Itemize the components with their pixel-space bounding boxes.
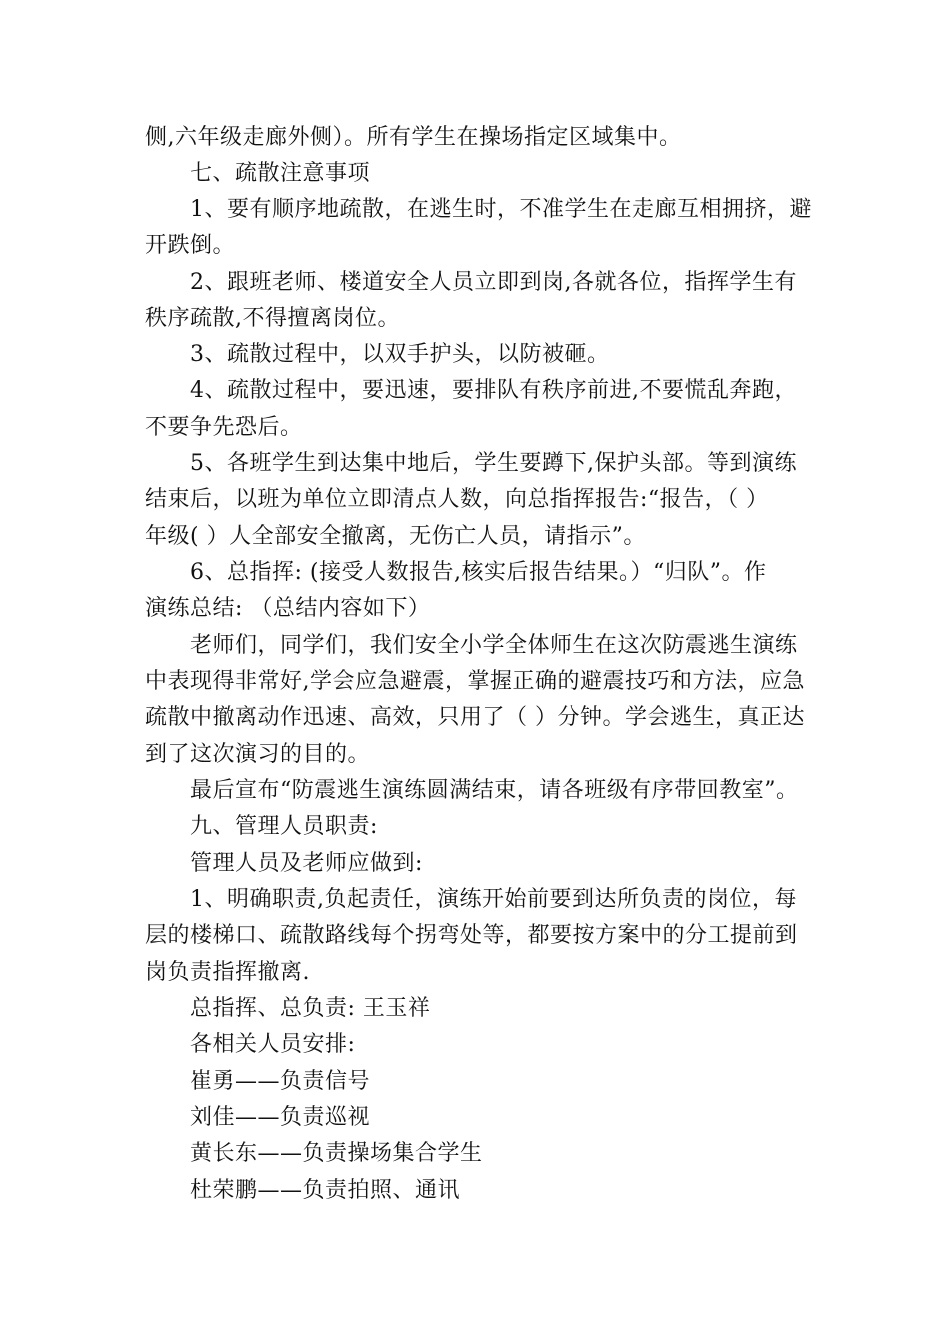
text-line: 总指挥、总负责: 王玉祥	[190, 996, 431, 1021]
text-line: 开跌倒。	[145, 233, 236, 258]
text-line: 疏散中撤离动作迅速、高效，只用了（ ）分钟。学会逃生，真正达	[145, 705, 805, 730]
text-line: 年级( ）人全部安全撤离，无伤亡人员，请指示”。	[145, 524, 646, 549]
text-line: 老师们，同学们，我们安全小学全体师生在这次防震逃生演练	[190, 633, 798, 658]
text-line: 杜荣鹏——负责拍照、通讯	[190, 1178, 461, 1203]
text-line: 秩序疏散,不得擅离岗位。	[145, 306, 400, 331]
text-line: 演练总结: （总结内容如下）	[145, 596, 431, 621]
text-line: 侧,六年级走廊外侧）。所有学生在操场指定区域集中。	[145, 125, 682, 150]
text-line: 3、疏散过程中，以双手护头，以防被砸。	[190, 342, 610, 367]
text-line: 结束后，以班为单位立即清点人数，向总指挥报告:“报告，（ ）	[145, 487, 769, 512]
text-line: 岗负责指挥撤离.	[145, 960, 310, 985]
text-line: 4、疏散过程中，要迅速，要排队有秩序前进,不要慌乱奔跑，	[190, 378, 797, 403]
text-line: 中表现得非常好,学会应急避震，掌握正确的避震技巧和方法，应急	[145, 669, 805, 694]
text-line: 2、跟班老师、楼道安全人员立即到岗,各就各位，指挥学生有	[190, 270, 797, 295]
text-line: 1、明确职责,负起责任，演练开始前要到达所负责的岗位，每	[190, 887, 797, 912]
text-line: 黄长东——负责操场集合学生	[190, 1141, 483, 1166]
text-line: 崔勇——负责信号	[190, 1069, 371, 1094]
text-line: 管理人员及老师应做到:	[190, 851, 423, 876]
text-line: 最后宣布“防震逃生演练圆满结束，请各班级有序带回教室”。	[190, 778, 799, 803]
text-line: 层的楼梯口、疏散路线每个拐弯处等，都要按方案中的分工提前到	[145, 923, 798, 948]
text-line: 到了这次演习的目的。	[145, 742, 371, 767]
text-line: 1、要有顺序地疏散，在逃生时，不准学生在走廊互相拥挤，避	[190, 197, 812, 222]
text-line: 5、各班学生到达集中地后，学生要蹲下,保护头部。等到演练	[190, 451, 797, 476]
text-line: 刘佳——负责巡视	[190, 1105, 371, 1130]
text-line: 各相关人员安排:	[190, 1032, 356, 1057]
text-line: 不要争先恐后。	[145, 415, 303, 440]
text-line: 6、总指挥: (接受人数报告,核实后报告结果。）“归队”。作	[190, 560, 767, 585]
section-heading: 九、管理人员职责:	[190, 814, 378, 839]
section-heading: 七、疏散注意事项	[190, 161, 371, 186]
